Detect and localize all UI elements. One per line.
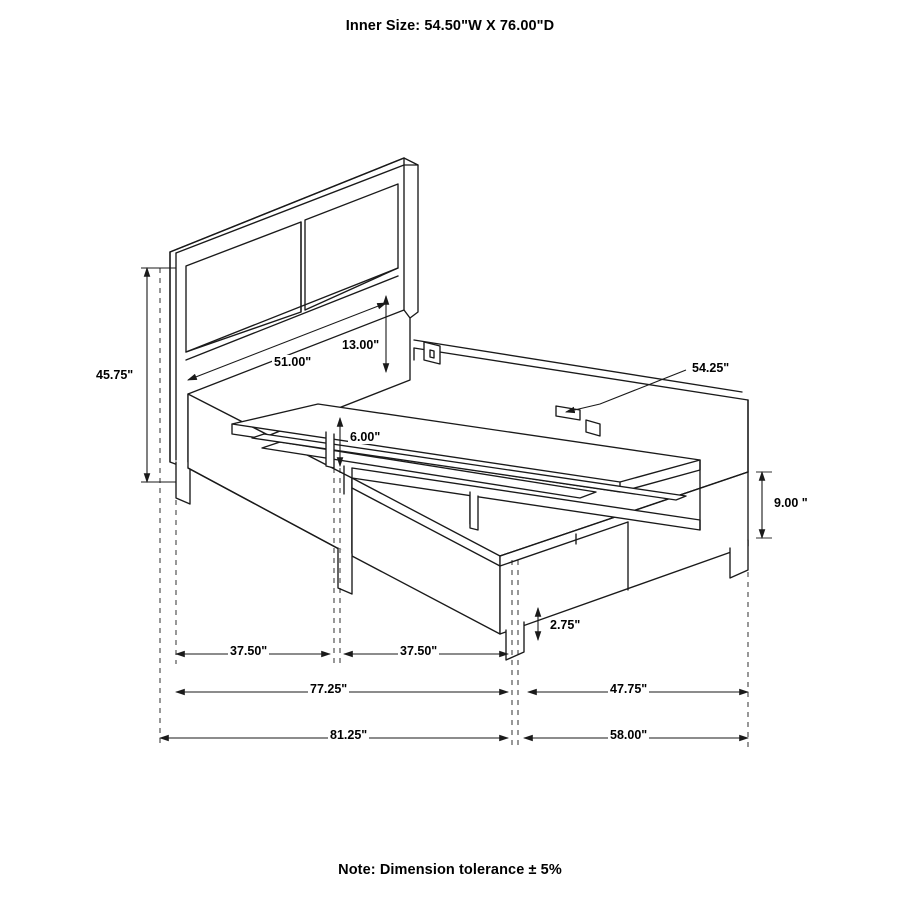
dim-headboard-width: 51.00": [274, 355, 312, 369]
dim-right-slat-span: 37.50": [400, 644, 438, 658]
dim-rail-height: 9.00 ": [774, 496, 808, 510]
dim-overall-width: 58.00": [610, 728, 648, 742]
tolerance-note: Note: Dimension tolerance ± 5%: [338, 862, 562, 878]
bed-outline: [170, 158, 748, 660]
dim-headboard-panel-height: 13.00": [342, 338, 380, 352]
dim-inner-rail-width: 54.25": [692, 361, 730, 375]
dim-overall-depth: 81.25": [330, 728, 368, 742]
dim-right-depth: 47.75": [610, 682, 648, 696]
dim-leg-height: 2.75": [550, 618, 581, 632]
dim-inner-depth: 77.25": [310, 682, 348, 696]
dim-slat-clearance: 6.00": [350, 430, 381, 444]
dim-overall-height: 45.75": [96, 368, 134, 382]
dim-left-slat-span: 37.50": [230, 644, 268, 658]
page-title: Inner Size: 54.50"W X 76.00"D: [345, 18, 555, 34]
